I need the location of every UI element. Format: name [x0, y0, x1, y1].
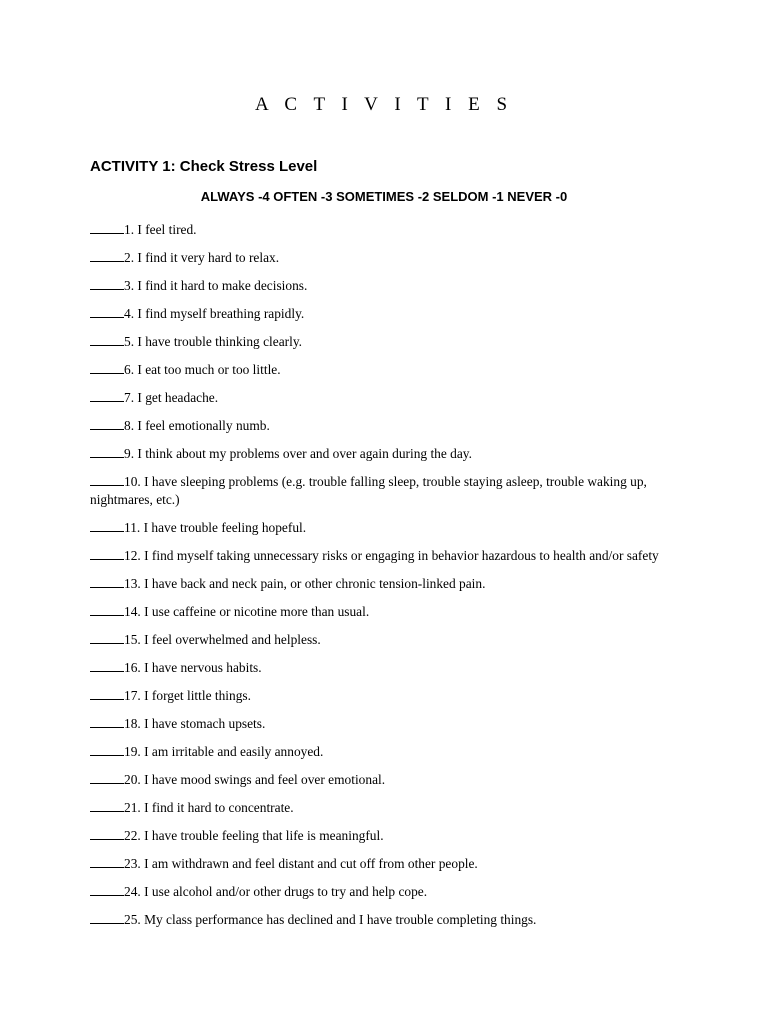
activity-heading: ACTIVITY 1: Check Stress Level	[90, 158, 318, 175]
item-number: 24.	[124, 884, 141, 899]
item-text: I have stomach upsets.	[144, 716, 266, 731]
item-number: 2.	[124, 250, 135, 265]
answer-blank[interactable]	[90, 473, 124, 486]
item-number: 9.	[124, 446, 135, 461]
questionnaire-item	[90, 743, 690, 761]
item-number: 10.	[124, 474, 141, 489]
questionnaire-item	[90, 631, 690, 649]
item-text: I find it hard to make decisions.	[137, 278, 308, 293]
item-text: I am irritable and easily annoyed.	[144, 744, 324, 759]
item-text: I feel tired.	[137, 222, 197, 237]
answer-blank[interactable]	[90, 883, 124, 896]
item-number: 23.	[124, 856, 141, 871]
answer-blank[interactable]	[90, 603, 124, 616]
questionnaire-item	[90, 333, 690, 351]
questionnaire-list	[90, 221, 690, 939]
answer-blank[interactable]	[90, 389, 124, 402]
item-text: I think about my problems over and over again during the day.	[137, 446, 472, 461]
item-number: 14.	[124, 604, 141, 619]
item-text: I eat too much or too little.	[137, 362, 281, 377]
item-text: I have trouble feeling that life is meaningful.	[144, 828, 384, 843]
item-number: 25.	[124, 912, 141, 927]
item-text: I find it hard to concentrate.	[144, 800, 294, 815]
item-number: 15.	[124, 632, 141, 647]
item-text: I use caffeine or nicotine more than usual.	[144, 604, 370, 619]
item-text: I am withdrawn and feel distant and cut off from other people.	[144, 856, 478, 871]
item-number: 8.	[124, 418, 135, 433]
questionnaire-item	[90, 771, 690, 789]
item-text: I have back and neck pain, or other chronic tension-linked pain.	[144, 576, 486, 591]
item-text: I find it very hard to relax.	[137, 250, 280, 265]
item-number: 19.	[124, 744, 141, 759]
questionnaire-item	[90, 883, 690, 901]
questionnaire-item	[90, 305, 690, 323]
questionnaire-item	[90, 827, 690, 845]
questionnaire-item	[90, 249, 690, 267]
item-text: I have trouble feeling hopeful.	[143, 520, 307, 535]
item-text: I have sleeping problems (e.g. trouble falling sleep, trouble staying asleep, trouble waking up, nightmares, etc.)	[90, 474, 647, 507]
questionnaire-item	[90, 715, 690, 733]
answer-blank[interactable]	[90, 659, 124, 672]
answer-blank[interactable]	[90, 771, 124, 784]
answer-blank[interactable]	[90, 799, 124, 812]
answer-blank[interactable]	[90, 911, 124, 924]
item-number: 17.	[124, 688, 141, 703]
questionnaire-item	[90, 361, 690, 379]
answer-blank[interactable]	[90, 715, 124, 728]
item-text: My class performance has declined and I have trouble completing things.	[144, 912, 537, 927]
questionnaire-item	[90, 547, 690, 565]
item-text: I get headache.	[137, 390, 219, 405]
item-number: 1.	[124, 222, 135, 237]
answer-blank[interactable]	[90, 855, 124, 868]
answer-blank[interactable]	[90, 631, 124, 644]
rating-scale: ALWAYS -4 OFTEN -3 SOMETIMES -2 SELDOM -1 NEVER -0	[200, 189, 568, 204]
questionnaire-item	[90, 687, 690, 705]
item-number: 4.	[124, 306, 135, 321]
answer-blank[interactable]	[90, 221, 124, 234]
questionnaire-item	[90, 519, 690, 537]
questionnaire-item	[90, 389, 690, 407]
item-number: 6.	[124, 362, 135, 377]
questionnaire-item	[90, 221, 690, 239]
questionnaire-item	[90, 603, 690, 621]
page-title: A C T I V I T I E S	[254, 94, 514, 115]
item-text: I find myself taking unnecessary risks or engaging in behavior hazardous to health and/or safety	[144, 548, 659, 563]
item-text: I have trouble thinking clearly.	[137, 334, 303, 349]
questionnaire-item	[90, 445, 690, 463]
answer-blank[interactable]	[90, 277, 124, 290]
item-number: 22.	[124, 828, 141, 843]
questionnaire-item	[90, 799, 690, 817]
item-number: 20.	[124, 772, 141, 787]
answer-blank[interactable]	[90, 575, 124, 588]
answer-blank[interactable]	[90, 417, 124, 430]
answer-blank[interactable]	[90, 305, 124, 318]
item-number: 7.	[124, 390, 135, 405]
answer-blank[interactable]	[90, 519, 124, 532]
item-number: 16.	[124, 660, 141, 675]
item-number: 5.	[124, 334, 135, 349]
questionnaire-item	[90, 277, 690, 295]
item-number: 18.	[124, 716, 141, 731]
item-number: 11.	[124, 520, 141, 535]
questionnaire-item	[90, 659, 690, 677]
questionnaire-item	[90, 855, 690, 873]
item-number: 3.	[124, 278, 135, 293]
item-number: 21.	[124, 800, 141, 815]
questionnaire-item	[90, 473, 690, 509]
questionnaire-item	[90, 575, 690, 593]
item-text: I feel overwhelmed and helpless.	[144, 632, 321, 647]
answer-blank[interactable]	[90, 547, 124, 560]
item-text: I feel emotionally numb.	[137, 418, 270, 433]
item-text: I have mood swings and feel over emotional.	[144, 772, 386, 787]
answer-blank[interactable]	[90, 687, 124, 700]
item-text: I find myself breathing rapidly.	[137, 306, 305, 321]
item-text: I use alcohol and/or other drugs to try and help cope.	[144, 884, 428, 899]
item-text: I forget little things.	[144, 688, 251, 703]
item-text: I have nervous habits.	[144, 660, 262, 675]
questionnaire-item	[90, 911, 690, 929]
item-number: 12.	[124, 548, 141, 563]
answer-blank[interactable]	[90, 333, 124, 346]
answer-blank[interactable]	[90, 445, 124, 458]
answer-blank[interactable]	[90, 361, 124, 374]
answer-blank[interactable]	[90, 249, 124, 262]
answer-blank[interactable]	[90, 827, 124, 840]
questionnaire-item	[90, 417, 690, 435]
item-number: 13.	[124, 576, 141, 591]
answer-blank[interactable]	[90, 743, 124, 756]
